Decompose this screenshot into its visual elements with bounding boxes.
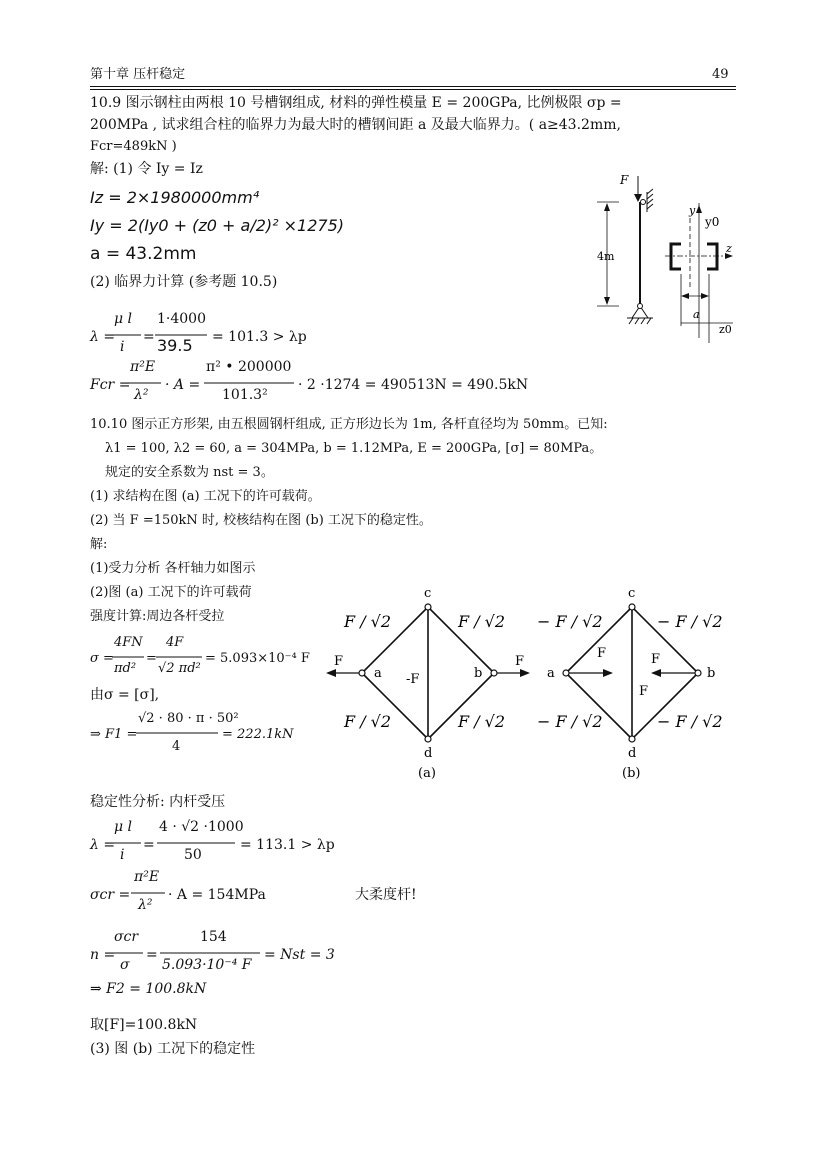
fcr-num-1: π²E bbox=[130, 359, 156, 375]
sigma-frac-bar-2 bbox=[156, 656, 202, 658]
question-1: (1) 求结构在图 (a) 工况下的许可载荷。 bbox=[90, 489, 321, 504]
header-rule-bottom bbox=[90, 89, 736, 90]
lambda2-lhs: λ = bbox=[90, 837, 116, 853]
fig-length-label: 4m bbox=[597, 250, 615, 263]
force-tl: F / √2 bbox=[344, 612, 392, 631]
caption-a: (a) bbox=[418, 766, 436, 780]
f2-result: ⇒ F2 = 100.8kN bbox=[90, 981, 207, 997]
problem-10-9-line-2: 200MPa , 试求组合柱的临界力为最大时的槽钢间距 a 及最大临界力。( a≥43.2mm, bbox=[90, 117, 621, 133]
fcr-frac-bar-1 bbox=[127, 382, 161, 384]
lambda-frac-bar-2 bbox=[155, 334, 207, 336]
load-left: F bbox=[334, 654, 344, 669]
analysis-step-3b: (3) 图 (b) 工况下的稳定性 bbox=[90, 1041, 256, 1057]
force-tr-b: − F / √2 bbox=[657, 612, 723, 631]
lambda2-den-1: i bbox=[120, 847, 125, 863]
n-frac-bar-1 bbox=[111, 952, 143, 954]
f1-frac-bar bbox=[136, 732, 218, 734]
load-right-b: F bbox=[651, 652, 661, 667]
lambda2-frac-bar-1 bbox=[111, 842, 141, 844]
n-num-1: σcr bbox=[114, 929, 139, 945]
lambda2-rhs: = 113.1 > λp bbox=[240, 837, 335, 853]
stability-analysis: 稳定性分析: 内杆受压 bbox=[90, 794, 226, 810]
n-den-1: σ bbox=[120, 957, 130, 973]
force-br: F / √2 bbox=[458, 712, 506, 731]
force-center: -F bbox=[406, 672, 420, 687]
node-d-b: d bbox=[628, 746, 637, 761]
load-right: F bbox=[515, 654, 525, 669]
lambda2-frac-bar-2 bbox=[157, 842, 235, 844]
f1-den: 4 bbox=[172, 739, 181, 754]
f1-num: √2 · 80 · π · 50² bbox=[138, 711, 239, 726]
problem-10-9-line-3: Fcr=489kN ) bbox=[90, 139, 177, 154]
equation-iz: Iz = 2×1980000mm⁴ bbox=[90, 188, 260, 207]
node-b: b bbox=[474, 666, 483, 681]
equation-a: a = 43.2mm bbox=[90, 244, 197, 264]
analysis-step-3: 强度计算:周边各杆受拉 bbox=[90, 609, 225, 624]
fcr-rhs: · 2 ·1274 = 490513N = 490.5kN bbox=[298, 377, 529, 393]
lambda-rhs: = 101.3 > λp bbox=[212, 329, 307, 345]
fig-load-label: F bbox=[620, 173, 629, 187]
f1-lhs: ⇒ F1 = bbox=[90, 727, 138, 742]
lambda-lhs: λ = bbox=[90, 329, 116, 345]
lambda-den-2: 39.5 bbox=[157, 336, 193, 355]
lambda2-den-2: 50 bbox=[184, 847, 202, 863]
fig-axis-y: y bbox=[689, 204, 696, 217]
fcr-mid: · A = bbox=[165, 377, 201, 393]
chapter-header: 第十章 压杆稳定 bbox=[90, 67, 186, 82]
sigmacr-lhs: σcr = bbox=[90, 887, 131, 903]
sigmacr-frac-bar bbox=[131, 892, 165, 894]
n-rhs: = Nst = 3 bbox=[264, 947, 335, 963]
n-lhs: n = bbox=[90, 947, 116, 963]
allowable-load: 取[F]=100.8kN bbox=[90, 1017, 198, 1033]
question-2: (2) 当 F =150kN 时, 校核结构在图 (b) 工况下的稳定性。 bbox=[90, 513, 432, 528]
problem-10-10-line-2: λ1 = 100, λ2 = 60, a = 304MPa, b = 1.12MPa, E = 200GPa, [σ] = 80MPa。 bbox=[105, 441, 603, 456]
solution-label: 解: bbox=[90, 537, 108, 552]
problem-10-10-line-3: 规定的安全系数为 nst = 3。 bbox=[105, 465, 274, 480]
fcr-frac-bar-2 bbox=[204, 382, 294, 384]
analysis-step-2: (2)图 (a) 工况下的许可载荷 bbox=[90, 585, 252, 600]
lambda-frac-bar-1 bbox=[111, 334, 141, 336]
force-bl: F / √2 bbox=[344, 712, 392, 731]
force-center-b: F bbox=[639, 684, 649, 699]
fcr-den-2: 101.3² bbox=[222, 387, 268, 403]
strength-condition: 由σ = [σ], bbox=[90, 687, 160, 703]
analysis-step-1: (1)受力分析 各杆轴力如图示 bbox=[90, 561, 256, 576]
node-a: a bbox=[374, 666, 382, 681]
lambda-num-1: μ l bbox=[114, 311, 133, 327]
sigma-num-1: 4FN bbox=[114, 635, 143, 650]
sigma-den-2: √2 πd² bbox=[158, 661, 201, 676]
fcr-den-1: λ² bbox=[134, 387, 149, 403]
problem-10-10-line-1: 10.10 图示正方形架, 由五根圆钢杆组成, 正方形边长为 1m, 各杆直径均为 50mm。已知: bbox=[90, 417, 608, 432]
sigma-num-2: 4F bbox=[166, 635, 184, 650]
header-rule-top bbox=[90, 86, 736, 87]
force-tl-b: − F / √2 bbox=[537, 612, 603, 631]
node-a-b: a bbox=[547, 666, 555, 681]
slender-note: 大柔度杆! bbox=[355, 887, 417, 903]
n-den-2: 5.093·10⁻⁴ F bbox=[162, 957, 252, 973]
fcr-lhs: Fcr = bbox=[90, 377, 131, 393]
force-tr: F / √2 bbox=[458, 612, 506, 631]
sigma-lhs: σ = bbox=[90, 651, 114, 666]
node-c: c bbox=[424, 586, 432, 601]
page-number: 49 bbox=[712, 67, 729, 82]
n-frac-bar-2 bbox=[160, 952, 260, 954]
n-num-2: 154 bbox=[200, 929, 227, 945]
fig-gap-a: a bbox=[693, 308, 700, 321]
equation-iy: Iy = 2(Iy0 + (z0 + a/2)² ×1275) bbox=[90, 216, 345, 235]
fig-axis-z: z bbox=[726, 242, 732, 255]
caption-b: (b) bbox=[622, 766, 641, 780]
lambda-num-2: 1·4000 bbox=[157, 311, 206, 327]
lambda-den-1: i bbox=[120, 339, 125, 355]
sigma-rhs: = 5.093×10⁻⁴ F bbox=[205, 651, 310, 666]
truss-figure-a bbox=[318, 585, 536, 780]
problem-10-9-line-1: 10.9 图示钢柱由两根 10 号槽钢组成, 材料的弹性模量 E = 200GPa, 比例极限 σp = bbox=[90, 95, 622, 111]
sigma-den-1: πd² bbox=[114, 661, 137, 676]
sigma-frac-bar-1 bbox=[112, 656, 144, 658]
fig-axis-y0: y0 bbox=[705, 215, 720, 229]
figure-10-9 bbox=[585, 168, 740, 348]
f1-rhs: = 222.1kN bbox=[222, 727, 294, 742]
truss-figure-b bbox=[535, 585, 735, 780]
force-bl-b: − F / √2 bbox=[537, 712, 603, 731]
solution-step-2: (2) 临界力计算 (参考题 10.5) bbox=[90, 274, 278, 290]
node-b-b: b bbox=[707, 666, 716, 681]
force-br-b: − F / √2 bbox=[657, 712, 723, 731]
sigmacr-den: λ² bbox=[138, 897, 153, 913]
lambda2-num-1: μ l bbox=[114, 819, 133, 835]
sigmacr-rhs: · A = 154MPa bbox=[168, 887, 266, 903]
node-c-b: c bbox=[628, 586, 636, 601]
fcr-num-2: π² • 200000 bbox=[206, 359, 292, 375]
solution-step-1: 解: (1) 令 Iy = Iz bbox=[90, 161, 203, 177]
load-left-b: F bbox=[597, 646, 607, 661]
lambda2-num-2: 4 · √2 ·1000 bbox=[159, 819, 244, 835]
sigmacr-num: π²E bbox=[134, 869, 160, 885]
fig-axis-z0: z0 bbox=[719, 323, 732, 336]
node-d: d bbox=[424, 746, 433, 761]
